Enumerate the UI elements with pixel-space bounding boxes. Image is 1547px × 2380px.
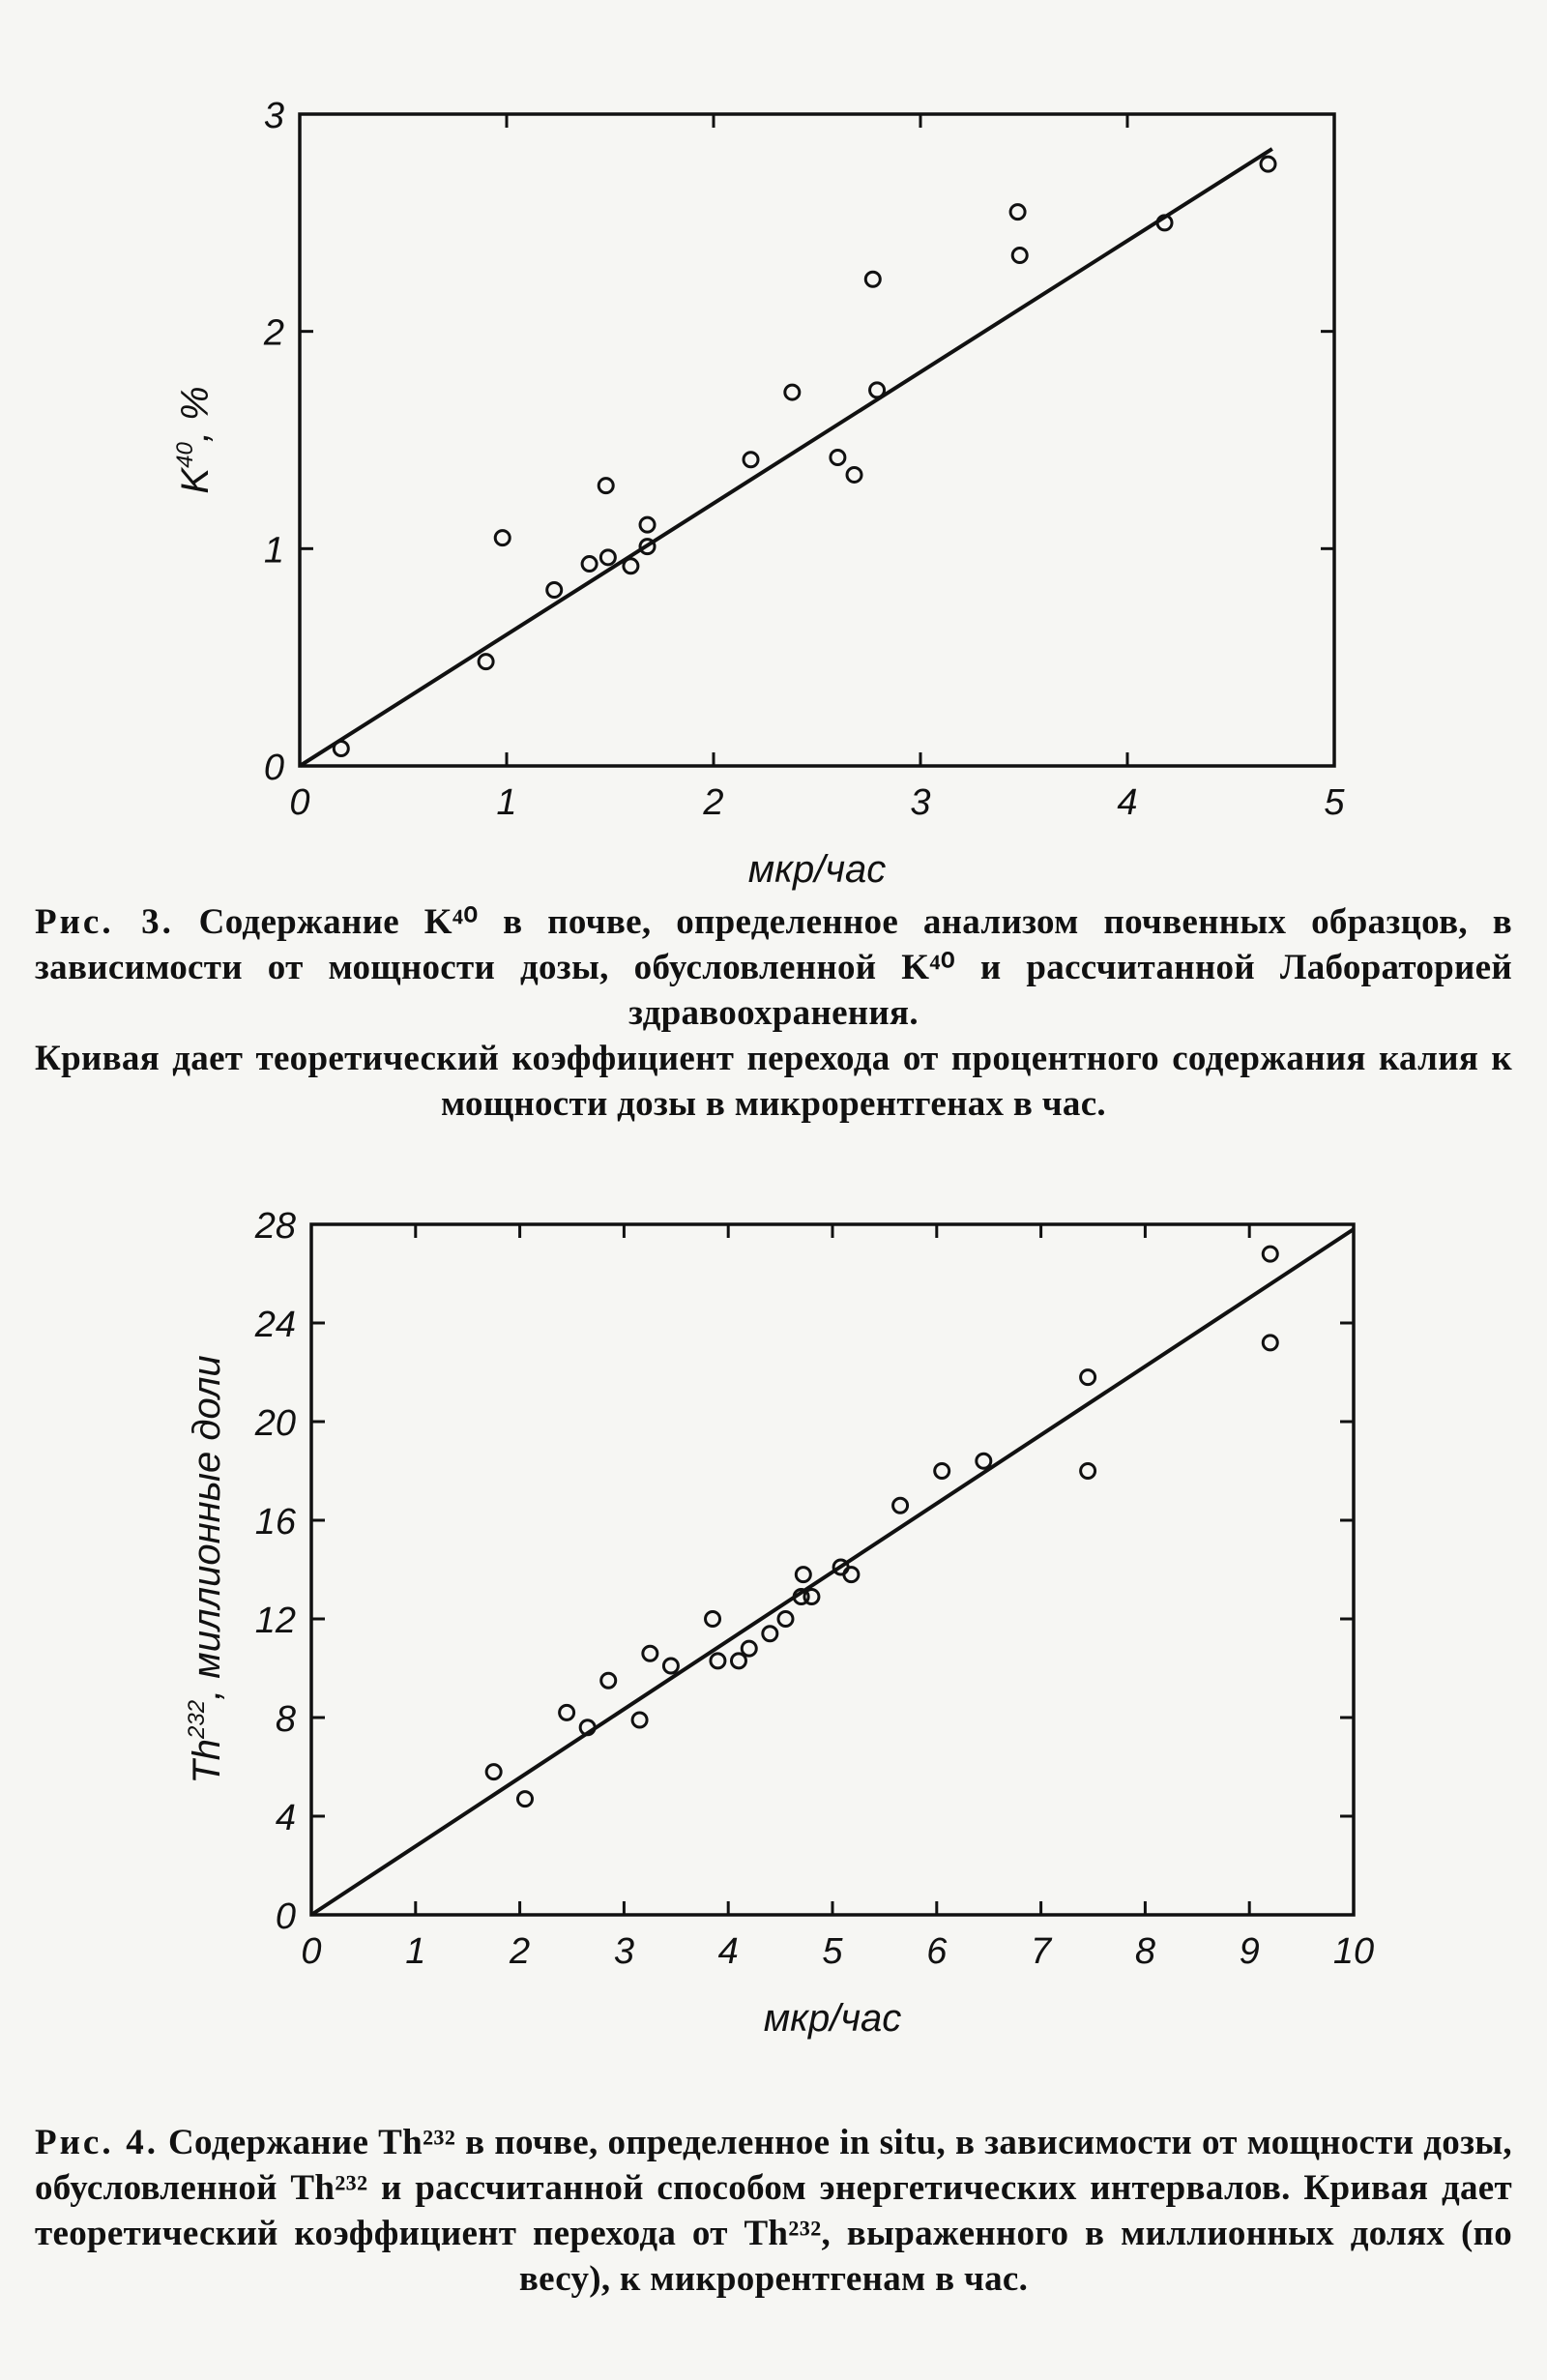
y-axis-label-superscript: 232 — [184, 1699, 210, 1739]
data-point — [796, 1568, 810, 1582]
figure-4-caption — [35, 2120, 1512, 2302]
x-tick-label: 7 — [1031, 1931, 1052, 1972]
data-point — [1263, 1247, 1277, 1261]
data-point — [778, 1612, 793, 1627]
data-point — [1261, 157, 1275, 171]
data-point — [517, 1792, 532, 1807]
x-tick-label: 0 — [289, 782, 310, 823]
data-point — [632, 1713, 647, 1727]
data-point — [1012, 249, 1027, 263]
y-tick-label: 16 — [254, 1502, 296, 1543]
y-tick-label: 4 — [275, 1798, 296, 1838]
figure-3-caption-text: Содержание K⁴⁰ в почве, определенное анализом почвенных образцов, в зависимости от мощности дозы, обусловленной K⁴⁰ и рассчитанной Лабораторией здравоохранения. — [35, 902, 1512, 1033]
data-point — [1010, 205, 1025, 220]
y-tick-label: 3 — [263, 96, 284, 136]
data-point — [711, 1654, 725, 1668]
data-point — [865, 272, 880, 286]
data-point — [479, 655, 493, 669]
theoretical-fit-line — [300, 149, 1272, 766]
data-point — [847, 467, 861, 482]
x-tick-label: 3 — [613, 1931, 634, 1972]
x-tick-label: 1 — [496, 782, 517, 823]
x-tick-label: 0 — [301, 1931, 322, 1972]
data-point — [744, 453, 758, 467]
x-tick-label: 1 — [405, 1931, 426, 1972]
data-point — [547, 583, 562, 598]
y-tick-label: 1 — [263, 530, 284, 572]
figure-4-caption-text: Содержание Th²³² в почве, определенное in situ, в зависимости от мощности дозы, обусловленной Th²³² и рассчитанной способом энергетических интервалов. Кривая дает теоретический коэффициент перехода от Th²³², выраженного в миллионных долях (по весу), к микрорентгенам в час. — [35, 2123, 1512, 2299]
theoretical-fit-line — [311, 1229, 1354, 1915]
y-tick-label: 20 — [254, 1403, 296, 1444]
x-tick-label: 6 — [926, 1931, 948, 1972]
data-point — [870, 383, 885, 397]
data-point — [731, 1654, 745, 1668]
y-axis-label — [184, 1355, 228, 1783]
x-tick-label: 4 — [717, 1931, 739, 1972]
data-point — [560, 1705, 574, 1719]
chart-k40-vs-dose-rate — [0, 0, 1547, 891]
data-point — [844, 1568, 859, 1582]
y-axis-label — [172, 386, 217, 493]
x-tick-label: 5 — [822, 1931, 843, 1972]
data-point — [935, 1464, 949, 1479]
x-tick-label: 3 — [910, 782, 931, 823]
data-point — [831, 450, 845, 464]
x-axis-label: мкр/час — [747, 848, 887, 891]
data-point — [598, 479, 613, 493]
x-tick-label: 10 — [1332, 1931, 1375, 1972]
y-axis-label-base: Th — [186, 1738, 228, 1784]
data-point — [1263, 1336, 1277, 1350]
y-axis-label-unit: , % — [174, 386, 217, 443]
figure-4-chart — [0, 1141, 1547, 2040]
chart-th232-vs-dose-rate — [0, 1141, 1547, 2040]
data-point — [893, 1498, 908, 1513]
x-axis-label: мкр/час — [763, 1997, 902, 2040]
data-point — [1081, 1464, 1095, 1479]
y-axis-label-base: K — [174, 467, 217, 494]
y-tick-label: 0 — [275, 1896, 296, 1937]
x-tick-label: 2 — [510, 1931, 531, 1972]
data-point — [643, 1646, 657, 1660]
y-tick-label: 28 — [254, 1206, 296, 1247]
data-point — [624, 559, 638, 573]
figure-3-chart — [0, 0, 1547, 891]
data-point — [495, 531, 510, 545]
data-point — [804, 1590, 819, 1604]
figure-3-caption — [35, 899, 1512, 1127]
x-tick-label: 8 — [1134, 1931, 1155, 1972]
x-tick-label: 5 — [1324, 782, 1345, 823]
figure-3-label: Рис. 3. — [35, 902, 174, 942]
x-tick-label: 9 — [1239, 1931, 1260, 1972]
data-point — [582, 557, 597, 572]
x-tick-label: 4 — [1117, 782, 1138, 823]
y-tick-label: 24 — [254, 1305, 296, 1345]
data-point — [977, 1454, 991, 1468]
data-point — [600, 550, 615, 565]
data-point — [486, 1765, 501, 1779]
y-tick-label: 0 — [263, 748, 284, 788]
figure-4-label: Рис. 4. — [35, 2123, 159, 2162]
data-point — [334, 742, 348, 756]
data-point — [663, 1659, 678, 1673]
data-point — [1081, 1370, 1095, 1385]
data-point — [763, 1627, 777, 1641]
y-tick-label: 8 — [275, 1699, 296, 1740]
figure-3-caption-note: Кривая дает теоретический коэффициент перехода от процентного содержания калия к мощности дозы в микрорентгенах в час. — [35, 1039, 1512, 1124]
y-axis-label-unit: , миллионные доли — [186, 1355, 228, 1700]
data-point — [742, 1641, 756, 1656]
data-point — [706, 1612, 720, 1627]
data-point — [640, 517, 655, 532]
data-point — [601, 1673, 616, 1688]
x-tick-label: 2 — [703, 782, 724, 823]
y-tick-label: 12 — [254, 1601, 296, 1641]
y-tick-label: 2 — [263, 312, 284, 354]
data-point — [785, 385, 800, 399]
y-axis-label-superscript: 40 — [172, 442, 198, 468]
